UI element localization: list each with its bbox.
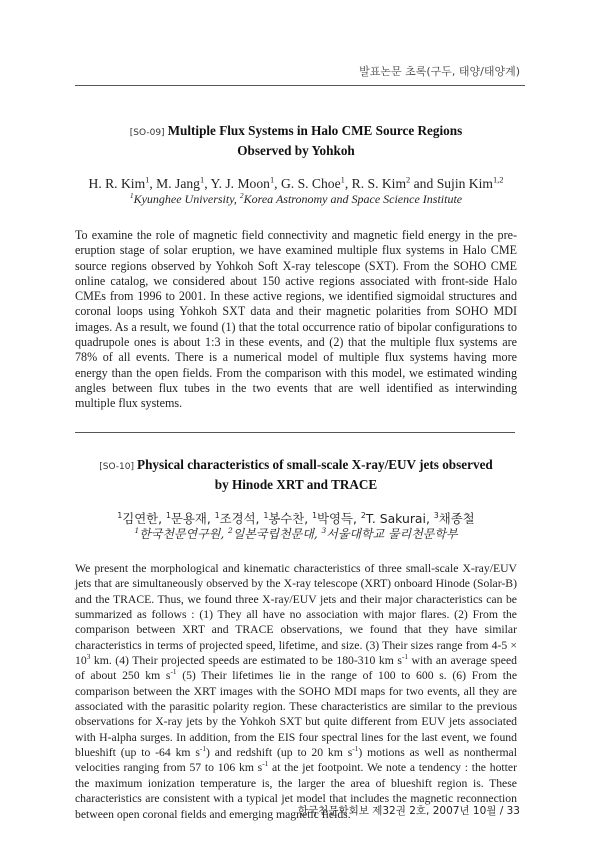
title-line-1: Multiple Flux Systems in Halo CME Source Regions <box>167 123 463 138</box>
author-separator: , <box>304 511 313 526</box>
author-list <box>75 510 517 527</box>
author-separator: , <box>206 511 215 526</box>
author: 김연한 <box>122 511 159 526</box>
author-affil-mark: 1 <box>199 174 205 185</box>
author-separator: , <box>149 176 157 191</box>
affil-separator: , <box>233 192 240 206</box>
author-separator: , <box>352 511 361 526</box>
body-text-run: ) motions as well as nonthermal velocities ranging from 57 to 106 km s <box>75 746 517 775</box>
abstract-title <box>75 456 517 494</box>
exponent: -1 <box>401 653 408 662</box>
author-list <box>75 175 517 192</box>
body-text-run: with an average speed of about 250 km s <box>75 654 517 683</box>
author-affil-mark: 1 <box>263 510 269 520</box>
author-separator: , <box>344 176 352 191</box>
author: 박영득 <box>317 511 353 526</box>
author: Sujin Kim <box>436 176 493 191</box>
author-affil-mark: 1 <box>166 510 171 520</box>
author-affil-mark: 2 <box>360 510 366 520</box>
title-line-1: Physical characteristics of small-scale X-ray/EUV jets observed <box>137 457 493 472</box>
affil-mark: 2 <box>227 526 233 535</box>
abstract-code: [SO-09] <box>129 128 165 138</box>
abstract-so-09 <box>75 122 517 412</box>
author-separator: , <box>158 511 167 526</box>
exponent: -1 <box>352 745 359 754</box>
affil-mark: 2 <box>239 191 244 200</box>
title-line-2: by Hinode XRT and TRACE <box>214 477 378 492</box>
author: 봉수찬 <box>268 511 305 526</box>
author-separator: and <box>410 176 437 191</box>
abstract-so-10 <box>75 456 517 822</box>
author-separator: , <box>274 176 281 191</box>
author-affil-mark: 1 <box>145 174 150 185</box>
author-affil-mark: 1 <box>117 510 123 520</box>
body-text-run: (5) Their lifetimes lie in the range of 100 to 600 s. (6) From the comparison between the XRT images with the SOHO MDI maps for two events, all they are associated with the parasitic polarity region. These characteristics are similar to the previous observations for X-ray jets by the Yohkoh SXT but quite different from EUV jets associated with H-alpha surges. In addition, from the EIS four spectral lines for the last event, we found blueshift (up to -64 km s <box>75 669 518 760</box>
abstract-code: [SO-10] <box>99 462 135 472</box>
body-text-run: We present the morphological and kinematic characteristics of three small-scale X-ray/EUV jets that are simultaneously observed by the X-ray telescope (XRT) onboard Hinode (Solar-B) and the TRACE. Thus, we found three X-ray/EUV jets and their major characteristics can be summarized as follows : (1) They all have no association with major flares. (2) From the comparison between XRT and TRACE observations, we found that they have similar characteristics in terms of projected speed, lifetime, and size. (3) Their sizes range from 4-5 × 10 <box>75 562 517 668</box>
title-line-2: Observed by Yohkoh <box>237 143 355 158</box>
author-separator: , <box>255 511 264 526</box>
header-divider <box>75 85 525 86</box>
affil-mark: 1 <box>134 526 140 535</box>
author-affil-mark: 1 <box>340 174 345 185</box>
body-text-run: ) and redshift (up to 20 km s <box>205 746 353 760</box>
author-affil-mark: 1,2 <box>492 174 504 185</box>
author-separator: , <box>425 511 434 526</box>
affiliation: 일본국립천문대 <box>232 527 314 541</box>
page-footer: 한국천문학회보 제32권 2호, 2007년 10월 / 33 <box>297 805 520 817</box>
running-header: 발표논문 초록(구두, 태양/태양계) <box>359 65 520 78</box>
author: G. S. Choe <box>280 176 341 191</box>
abstract-body <box>75 561 517 822</box>
body-text-run: km. (4) Their projected speeds are estimated to be 180-310 km s <box>90 654 402 668</box>
author: 조경석 <box>219 511 256 526</box>
exponent: -1 <box>170 668 177 677</box>
author-affil-mark: 1 <box>214 510 220 520</box>
affil-separator: , <box>220 527 228 541</box>
author-affil-mark: 2 <box>406 174 411 185</box>
abstract-body: To examine the role of magnetic field connectivity and magnetic field energy in the pre-eruption stage of solar eruption, we have examined multiple flux systems in Halo CME source regions observed by Yohkoh Soft X-ray telescope (SXT). From the SOHO CME online catalog, we considered about 150 active regions associated with front-side Halo CMEs from 1996 to 2001. In these active regions, we identified sigmoidal structures and coronal loops using Yohkoh SXT data and their magnetic polarities from SOHO MDI images. As a result, we found (1) that the total occurrence ratio of bipolar configurations to quadrupole ones is about 1:3 in these events, and (2) that the multiple flux systems are 78% of all events. There is a numerical model of multiple flux systems having more energy than the open fields. From the comparison with this model, we estimated winding angles between flux tubes in the two events that are well identified as interwinding multiple flux systems. <box>75 228 517 411</box>
affiliation: 서울대학교 물리천문학부 <box>326 527 458 541</box>
author: 채종철 <box>438 511 475 526</box>
author-affil-mark: 3 <box>433 510 439 520</box>
author: T. Sakurai <box>365 511 426 526</box>
exponent: 3 <box>86 653 91 662</box>
affiliation: Korea Astronomy and Space Science Institute <box>243 192 463 206</box>
author: H. R. Kim <box>88 176 146 191</box>
affiliation: Kyunghee University <box>133 192 234 206</box>
author-affil-mark: 1 <box>312 510 318 520</box>
author: M. Jang <box>156 176 200 191</box>
affiliation-list <box>75 192 517 207</box>
author: Y. J. Moon <box>210 176 270 191</box>
author: 문용재 <box>170 511 207 526</box>
abstract-title <box>75 122 517 160</box>
body-text-run: at the jet footpoint. We note a tendency : the hotter the maximum ionization temperature is, the larger the area of blueshift region is. These characteristics are consistent with a typical jet model that includes the magnetic reconnection between open coronal fields and emerging magnetic fields. <box>75 761 518 821</box>
affiliation: 한국천문연구원 <box>139 527 221 541</box>
author-affil-mark: 1 <box>269 174 275 185</box>
exponent: -1 <box>262 760 269 769</box>
affil-mark: 1 <box>129 191 134 200</box>
author-separator: , <box>204 176 211 191</box>
author: R. S. Kim <box>351 176 407 191</box>
affil-mark: 3 <box>321 526 327 535</box>
exponent: -1 <box>199 745 206 754</box>
section-divider <box>75 432 515 433</box>
affiliation-list <box>75 527 517 542</box>
affil-separator: , <box>313 527 322 541</box>
